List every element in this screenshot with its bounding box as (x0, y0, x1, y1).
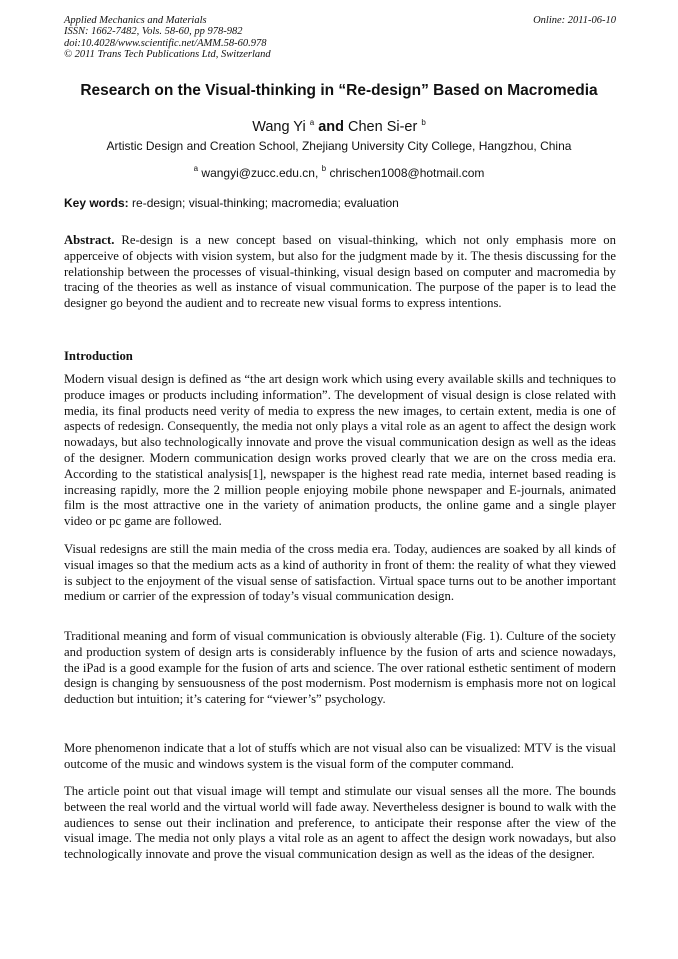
email-address: wangyi@zucc.edu.cn, (201, 166, 319, 180)
copyright-line: © 2011 Trans Tech Publications Ltd, Switzerland (64, 49, 271, 61)
paragraph: Modern visual design is defined as “the art design work which using every available skills and techniques to produce images or products including information”. The development of visual design is close related with media, its final products need verity of media to express the new images, to certain extent, media is one of aspects of redesign. Consequently, the media not only plays a vital role as an agent to affect the design work nowadays, but also technologically innovate and prove the visual communication design as well as the ideas of the designer. Modern communication design works proved clearly that we are on the cross media era. According to the statistical analysis[1], newspaper is the highest read rate media, internet based reading is increasing rapidly, more the 2 million people enjoying mobile phone newspaper and E-journals, animated film is the most attractive one in the variety of animation products, the online game and a single player video or pc game are followed. (64, 372, 616, 529)
abstract (64, 233, 616, 312)
journal-name: Applied Mechanics and Materials (64, 15, 207, 26)
section-heading: Introduction (64, 349, 133, 363)
author-conjunction: and (318, 119, 344, 135)
doi-line: doi:10.4028/www.scientific.net/AMM.58-60.978 (64, 37, 267, 49)
online-date: Online: 2011-06-10 (533, 15, 616, 26)
affiliation-marker: b (321, 164, 327, 173)
affiliation-marker: a (309, 118, 315, 127)
paragraph: More phenomenon indicate that a lot of stuffs which are not visual also can be visualized: MTV is the visual outcome of the music and windows system is the visual form of the computer command. (64, 741, 616, 771)
affiliation-marker: b (421, 118, 426, 127)
abstract-label: Abstract. (64, 233, 115, 247)
journal-header (64, 15, 616, 61)
author-line (40, 114, 638, 136)
issn-line: ISSN: 1662-7482, Vols. 58-60, pp 978-982 (64, 26, 243, 38)
author-name: Wang Yi (252, 119, 306, 135)
keywords-text: re-design; visual-thinking; macromedia; evaluation (132, 196, 399, 210)
affiliation: Artistic Design and Creation School, Zhejiang University City College, Hangzhou, China (106, 139, 572, 153)
paragraph: The article point out that visual image will tempt and stimulate our visual senses all the more. The bounds between the real world and the virtual world will fade away. Nevertheless designer is bound to walk with the audiences to sense out their inclination and preference, to anticipate their response after the view of the visual image. The media not only plays a vital role as an agent to affect the design work nowadays, but also technologically innovate and prove the visual communication design as well as the ideas of the designer. (64, 784, 616, 862)
paragraph: Traditional meaning and form of visual communication is obviously alterable (Fig. 1). Culture of the society and production system of design arts is considerably influence by the fusion of arts and science nowadays, the iPad is a good example for the fusion of arts and science. The over rational esthetic sentiment of modern design is changing by sensuousness of the post modernism. Post modernism is emphasis more not on logical deduction but intuition; it’s catering for “viewer’s” psychology. (64, 629, 616, 707)
paragraph: Visual redesigns are still the main media of the cross media era. Today, audiences are soaked by all kinds of visual images so that the medium acts as a kind of authority in front of them: the reality of what they viewed is subject to the enjoyment of the visual sense of satisfaction. Virtual space turns out to be another important medium or carrier of the expression of today’s visual communication design. (64, 542, 616, 604)
author-name: Chen Si-er (348, 119, 418, 135)
paper-title: Research on the Visual-thinking in “Re-design” Based on Macromedia (80, 82, 598, 99)
email-line (40, 161, 638, 181)
abstract-text: Re-design is a new concept based on visual-thinking, which not only emphasis more on apperceive of objects with vision system, but also for the judgment made by it. The thesis discussing for the relationship between the processes of visual-thinking, visual design based on computer and macromedia by tracing of the theories as well as instance of visual communication. The purpose of the paper is to lead the designer go beyond the audient and to recreate new visual forms to express intentions. (64, 233, 616, 311)
affiliation-marker: a (193, 164, 199, 173)
keywords (64, 196, 616, 211)
keywords-label: Key words: (64, 196, 129, 210)
email-address: chrischen1008@hotmail.com (329, 166, 485, 180)
